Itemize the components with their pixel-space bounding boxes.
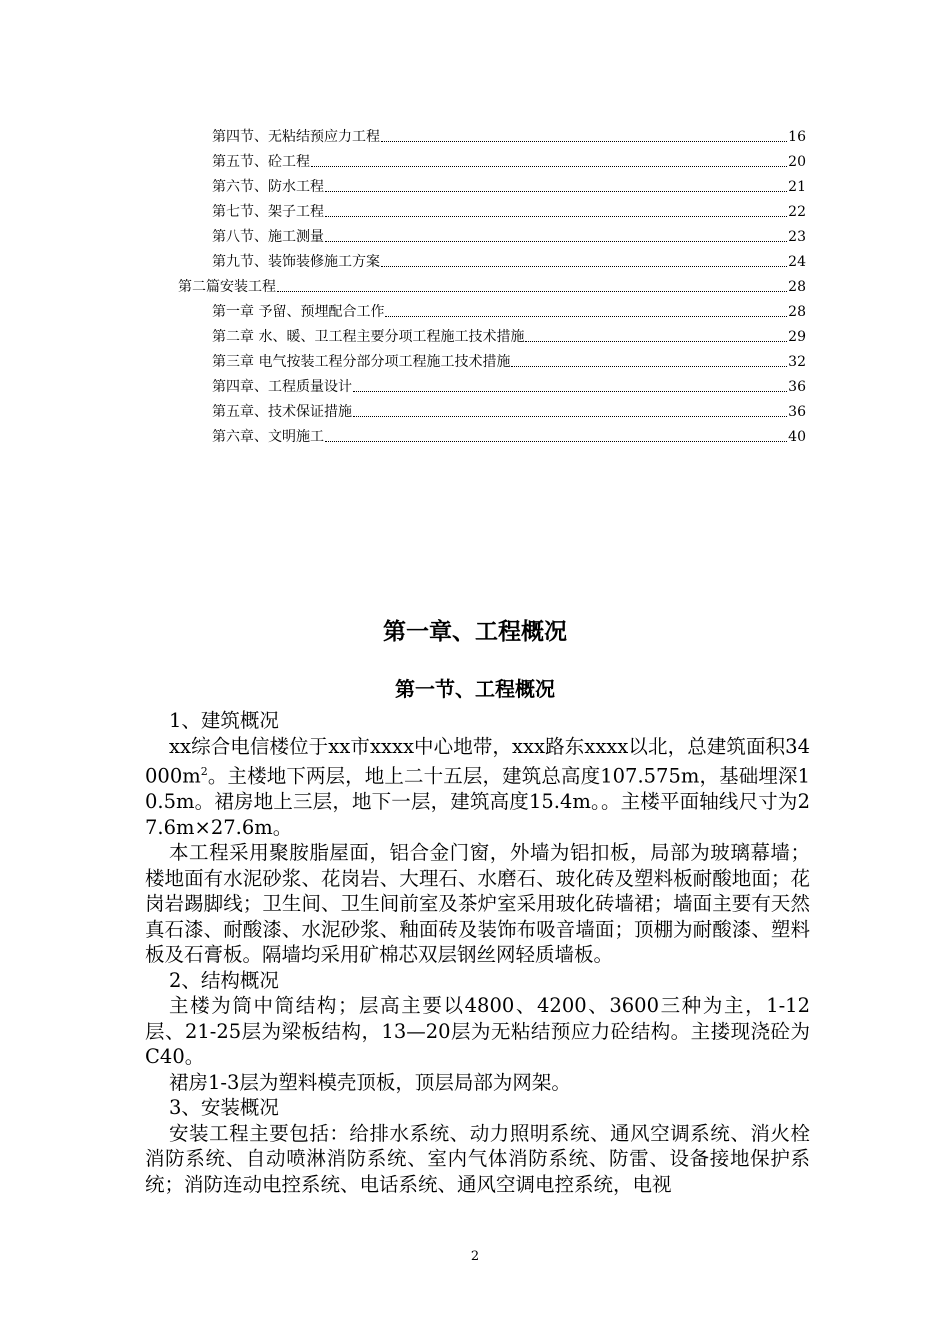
toc-entry[interactable] (212, 374, 806, 396)
toc-leader-dots (353, 415, 787, 417)
toc-leader-dots (381, 140, 787, 142)
paragraph-building-finishes: 本工程采用聚胺脂屋面，铝合金门窗，外墙为铝扣板，局部为玻璃幕墙；楼地面有水泥砂浆、花岗岩、大理石、水磨石、玻化砖及塑料板耐酸地面；花岗岩踢脚线；卫生间、卫生间前室及茶炉室采用玻化砖墙裙；墙面主要有天然真石漆、耐酸漆、水泥砂浆、釉面砖及装饰布吸音墙面；顶棚为耐酸漆、塑料板及石膏板。隔墙均采用矿棉芯双层钢丝网轻质墙板。 (145, 841, 810, 966)
toc-entry-title: 第四节、无粘结预应力工程 (212, 129, 380, 145)
toc-leader-dots (277, 290, 787, 292)
toc-entry-page: 28 (788, 279, 806, 295)
toc-entry[interactable] (212, 224, 806, 246)
toc-entry-title: 第一章 予留、预埋配合工作 (212, 304, 385, 320)
toc-leader-dots (353, 390, 787, 392)
toc-entry-title: 第六章、文明施工 (212, 429, 324, 445)
toc-entry-page: 36 (788, 379, 806, 395)
toc-entry-title: 第四章、工程质量设计 (212, 379, 352, 395)
toc-leader-dots (325, 215, 787, 217)
paragraph-structure-main: 主楼为筒中筒结构；层高主要以4800、4200、3600三种为主，1-12层、21-25层为梁板结构，13—20层为无粘结预应力砼结构。主搂现浇砼为C40。 (145, 994, 810, 1068)
toc-entry-title: 第二章 水、暖、卫工程主要分项工程施工技术措施 (212, 329, 525, 345)
paragraph-text: xx综合电信楼位于xx市xxxx中心地带，xxx路东xxxx以北，总建筑面积34000m (145, 734, 810, 788)
toc-entry-page: 32 (788, 354, 806, 370)
toc-entry[interactable] (212, 349, 806, 371)
toc-entry-title: 第六节、防水工程 (212, 179, 324, 195)
toc-entry-title: 第二篇安装工程 (178, 279, 276, 295)
toc-entry[interactable] (212, 424, 806, 446)
toc-entry[interactable] (212, 149, 806, 171)
toc-entry-page: 24 (788, 254, 806, 270)
toc-leader-dots (385, 315, 787, 317)
toc-entry[interactable] (212, 299, 806, 321)
toc-entry-title: 第九节、装饰装修施工方案 (212, 254, 380, 270)
toc-entry-title: 第三章 电气按装工程分部分项工程施工技术措施 (212, 354, 511, 370)
paragraph-building-overview (145, 734, 810, 841)
toc-entry[interactable] (212, 124, 806, 146)
toc-leader-dots (325, 190, 787, 192)
subheading-install: 3、安装概况 (169, 1096, 279, 1119)
document-body (145, 708, 810, 1197)
toc-entry-page: 29 (788, 329, 806, 345)
toc-entry-page: 28 (788, 304, 806, 320)
toc-leader-dots (325, 440, 787, 442)
toc-leader-dots (311, 165, 787, 167)
page-number: 2 (470, 1249, 480, 1264)
toc-entry[interactable] (212, 399, 806, 421)
toc-entry-title: 第七节、架子工程 (212, 204, 324, 220)
toc-entry-title: 第五节、砼工程 (212, 154, 310, 170)
section-title: 第一节、工程概况 (395, 677, 555, 701)
toc-entry[interactable] (212, 324, 806, 346)
subheading-structure: 2、结构概况 (169, 968, 279, 992)
toc-leader-dots (525, 340, 787, 342)
toc-entry-page: 36 (788, 404, 806, 420)
toc-entry-title: 第八节、施工测量 (212, 229, 324, 245)
toc-entry-page: 21 (788, 179, 806, 195)
toc-entry[interactable] (212, 199, 806, 221)
paragraph-structure-podium: 裙房1-3层为塑料模壳顶板，顶层局部为网架。 (169, 1070, 571, 1094)
superscript: 2 (200, 765, 208, 778)
toc-entry-page: 40 (788, 429, 806, 445)
toc-entry-title: 第五章、技术保证措施 (212, 404, 352, 420)
paragraph-text: 。主楼地下两层，地上二十五层，建筑总高度107.575m，基础埋深10.5m。裙房地上三层，地下一层，建筑高度15.4m。。主楼平面轴线尺寸为27.6m×27.6m。 (145, 764, 810, 839)
paragraph-install: 安装工程主要包括：给排水系统、动力照明系统、通风空调系统、消火栓消防系统、自动喷淋消防系统、室内气体消防系统、防雷、设备接地保护系统；消防连动电控系统、电话系统、通风空调电控系统，电视 (145, 1121, 810, 1196)
toc-entry-page: 23 (788, 229, 806, 245)
toc-leader-dots (381, 265, 787, 267)
toc-entry[interactable] (178, 274, 806, 296)
toc-leader-dots (325, 240, 787, 242)
toc-entry[interactable] (212, 249, 806, 271)
toc-entry-page: 20 (788, 154, 806, 170)
toc-entry-page: 22 (788, 204, 806, 220)
toc-entry[interactable] (212, 174, 806, 196)
chapter-title: 第一章、工程概况 (383, 618, 567, 645)
subheading-building: 1、建筑概况 (169, 709, 279, 732)
toc-leader-dots (511, 365, 787, 367)
toc-entry-page: 16 (788, 129, 806, 145)
